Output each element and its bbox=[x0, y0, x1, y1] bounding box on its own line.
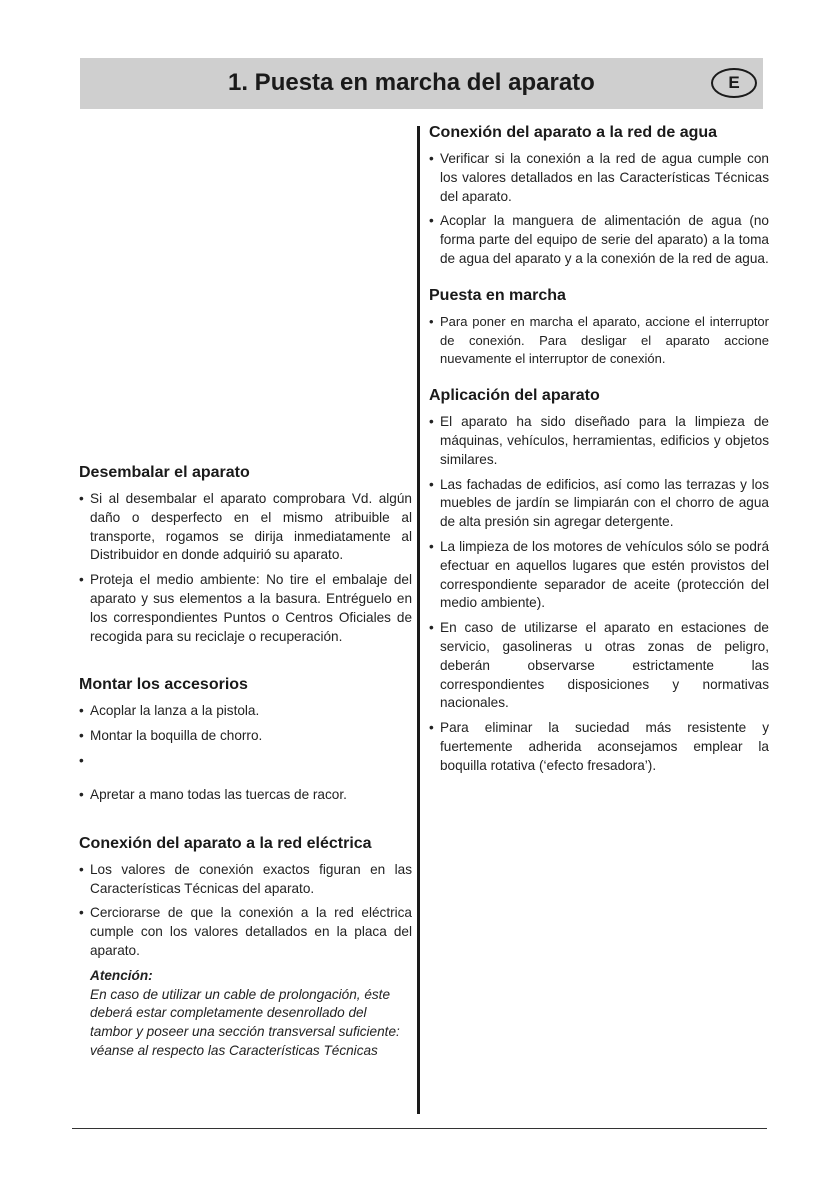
list-item: • Si al desembalar el aparato comprobara Vd. algún daño o desperfecto en el mismo atribuible al transporte, rogamos se dirija inmediatamente al Distribuidor en donde adquirió su aparato. bbox=[79, 490, 412, 565]
list-item: • Montar la boquilla de chorro. bbox=[79, 727, 412, 746]
list-item: • Cerciorarse de que la conexión a la red eléctrica cumple con los valores detallados en la placa del aparato. bbox=[79, 904, 412, 960]
heading-red-electrica: Conexión del aparato a la red eléctrica bbox=[79, 834, 372, 852]
section-header bbox=[80, 58, 763, 109]
list-puesta-marcha bbox=[429, 313, 769, 369]
list-item: • El aparato ha sido diseñado para la limpieza de máquinas, vehículos, herramientas, edificios y objetos similares. bbox=[429, 413, 769, 469]
heading-aplicacion: Aplicación del aparato bbox=[429, 387, 600, 405]
list-item: • Acoplar la lanza a la pistola. bbox=[79, 702, 412, 721]
right-column bbox=[429, 124, 769, 794]
heading-puesta-marcha: Puesta en marcha bbox=[429, 286, 566, 304]
section-desembalar bbox=[79, 464, 412, 646]
list-item: • La limpieza de los motores de vehículos sólo se podrá efectuar en aquellos lugares que estén provistos del correspondiente separador de aceite (protección del medio ambiente). bbox=[429, 538, 769, 613]
list-item: • Verificar si la conexión a la red de agua cumple con los valores detallados en las Características Técnicas del aparato. bbox=[429, 150, 769, 206]
section-red-agua bbox=[429, 124, 769, 269]
left-column bbox=[79, 464, 412, 1079]
list-item: • Las fachadas de edificios, así como las terrazas y los muebles de jardín se limpiarán con el chorro de agua de alta presión sin agregar detergente. bbox=[429, 476, 769, 532]
attention-note bbox=[79, 967, 412, 1061]
heading-red-agua: Conexión del aparato a la red de agua bbox=[429, 124, 718, 141]
list-item: • Para poner en marcha el aparato, accione el interruptor de conexión. Para desligar el aparato accione nuevamente el interruptor de conexión. bbox=[429, 313, 769, 369]
heading-accesorios: Montar los accesorios bbox=[79, 676, 248, 694]
section-red-electrica bbox=[79, 835, 412, 1061]
list-red-agua bbox=[429, 150, 769, 269]
page-title: 1. Puesta en marcha del aparato bbox=[228, 69, 595, 96]
column-divider bbox=[417, 126, 420, 1114]
spacer bbox=[79, 752, 412, 780]
list-red-electrica bbox=[79, 861, 412, 961]
list-item: • Apretar a mano todas las tuercas de racor. bbox=[79, 786, 412, 805]
list-item: • Proteja el medio ambiente: No tire el embalaje del aparato y sus elementos a la basura. Entréguelo en los correspondientes Puntos o Centros Oficiales de recogida para su reciclaje o recuperación. bbox=[79, 571, 412, 646]
section-accesorios bbox=[79, 676, 412, 804]
list-item: • En caso de utilizarse el aparato en estaciones de servicio, gasolineras u otras zonas de peligro, deberán observarse estrictamente las correspondientes disposiciones y normativas nacionales. bbox=[429, 619, 769, 713]
attention-title: Atención: bbox=[90, 967, 153, 983]
list-accesorios bbox=[79, 702, 412, 804]
list-desembalar bbox=[79, 490, 412, 646]
footer-rule bbox=[72, 1128, 767, 1129]
language-badge: E bbox=[711, 68, 757, 98]
section-aplicacion bbox=[429, 387, 769, 775]
attention-text-2: véanse al respecto las Características Técnicas bbox=[90, 1042, 378, 1058]
heading-desembalar: Desembalar el aparato bbox=[79, 464, 250, 481]
list-aplicacion bbox=[429, 413, 769, 775]
list-item: • Los valores de conexión exactos figuran en las Características Técnicas del aparato. bbox=[79, 861, 412, 899]
attention-text: En caso de utilizar un cable de prolongación, éste deberá estar completamente desenrollado del tambor y poseer una sección transversal suficiente: bbox=[90, 986, 400, 1040]
section-puesta-marcha bbox=[429, 287, 769, 369]
list-item: • Acoplar la manguera de alimentación de agua (no forma parte del equipo de serie del aparato) a la toma de agua del aparato y a la conexión de la red de agua. bbox=[429, 212, 769, 268]
list-item: • Para eliminar la suciedad más resistente y fuertemente adherida aconsejamos emplear la boquilla rotativa (‘efecto fresadora’). bbox=[429, 719, 769, 775]
